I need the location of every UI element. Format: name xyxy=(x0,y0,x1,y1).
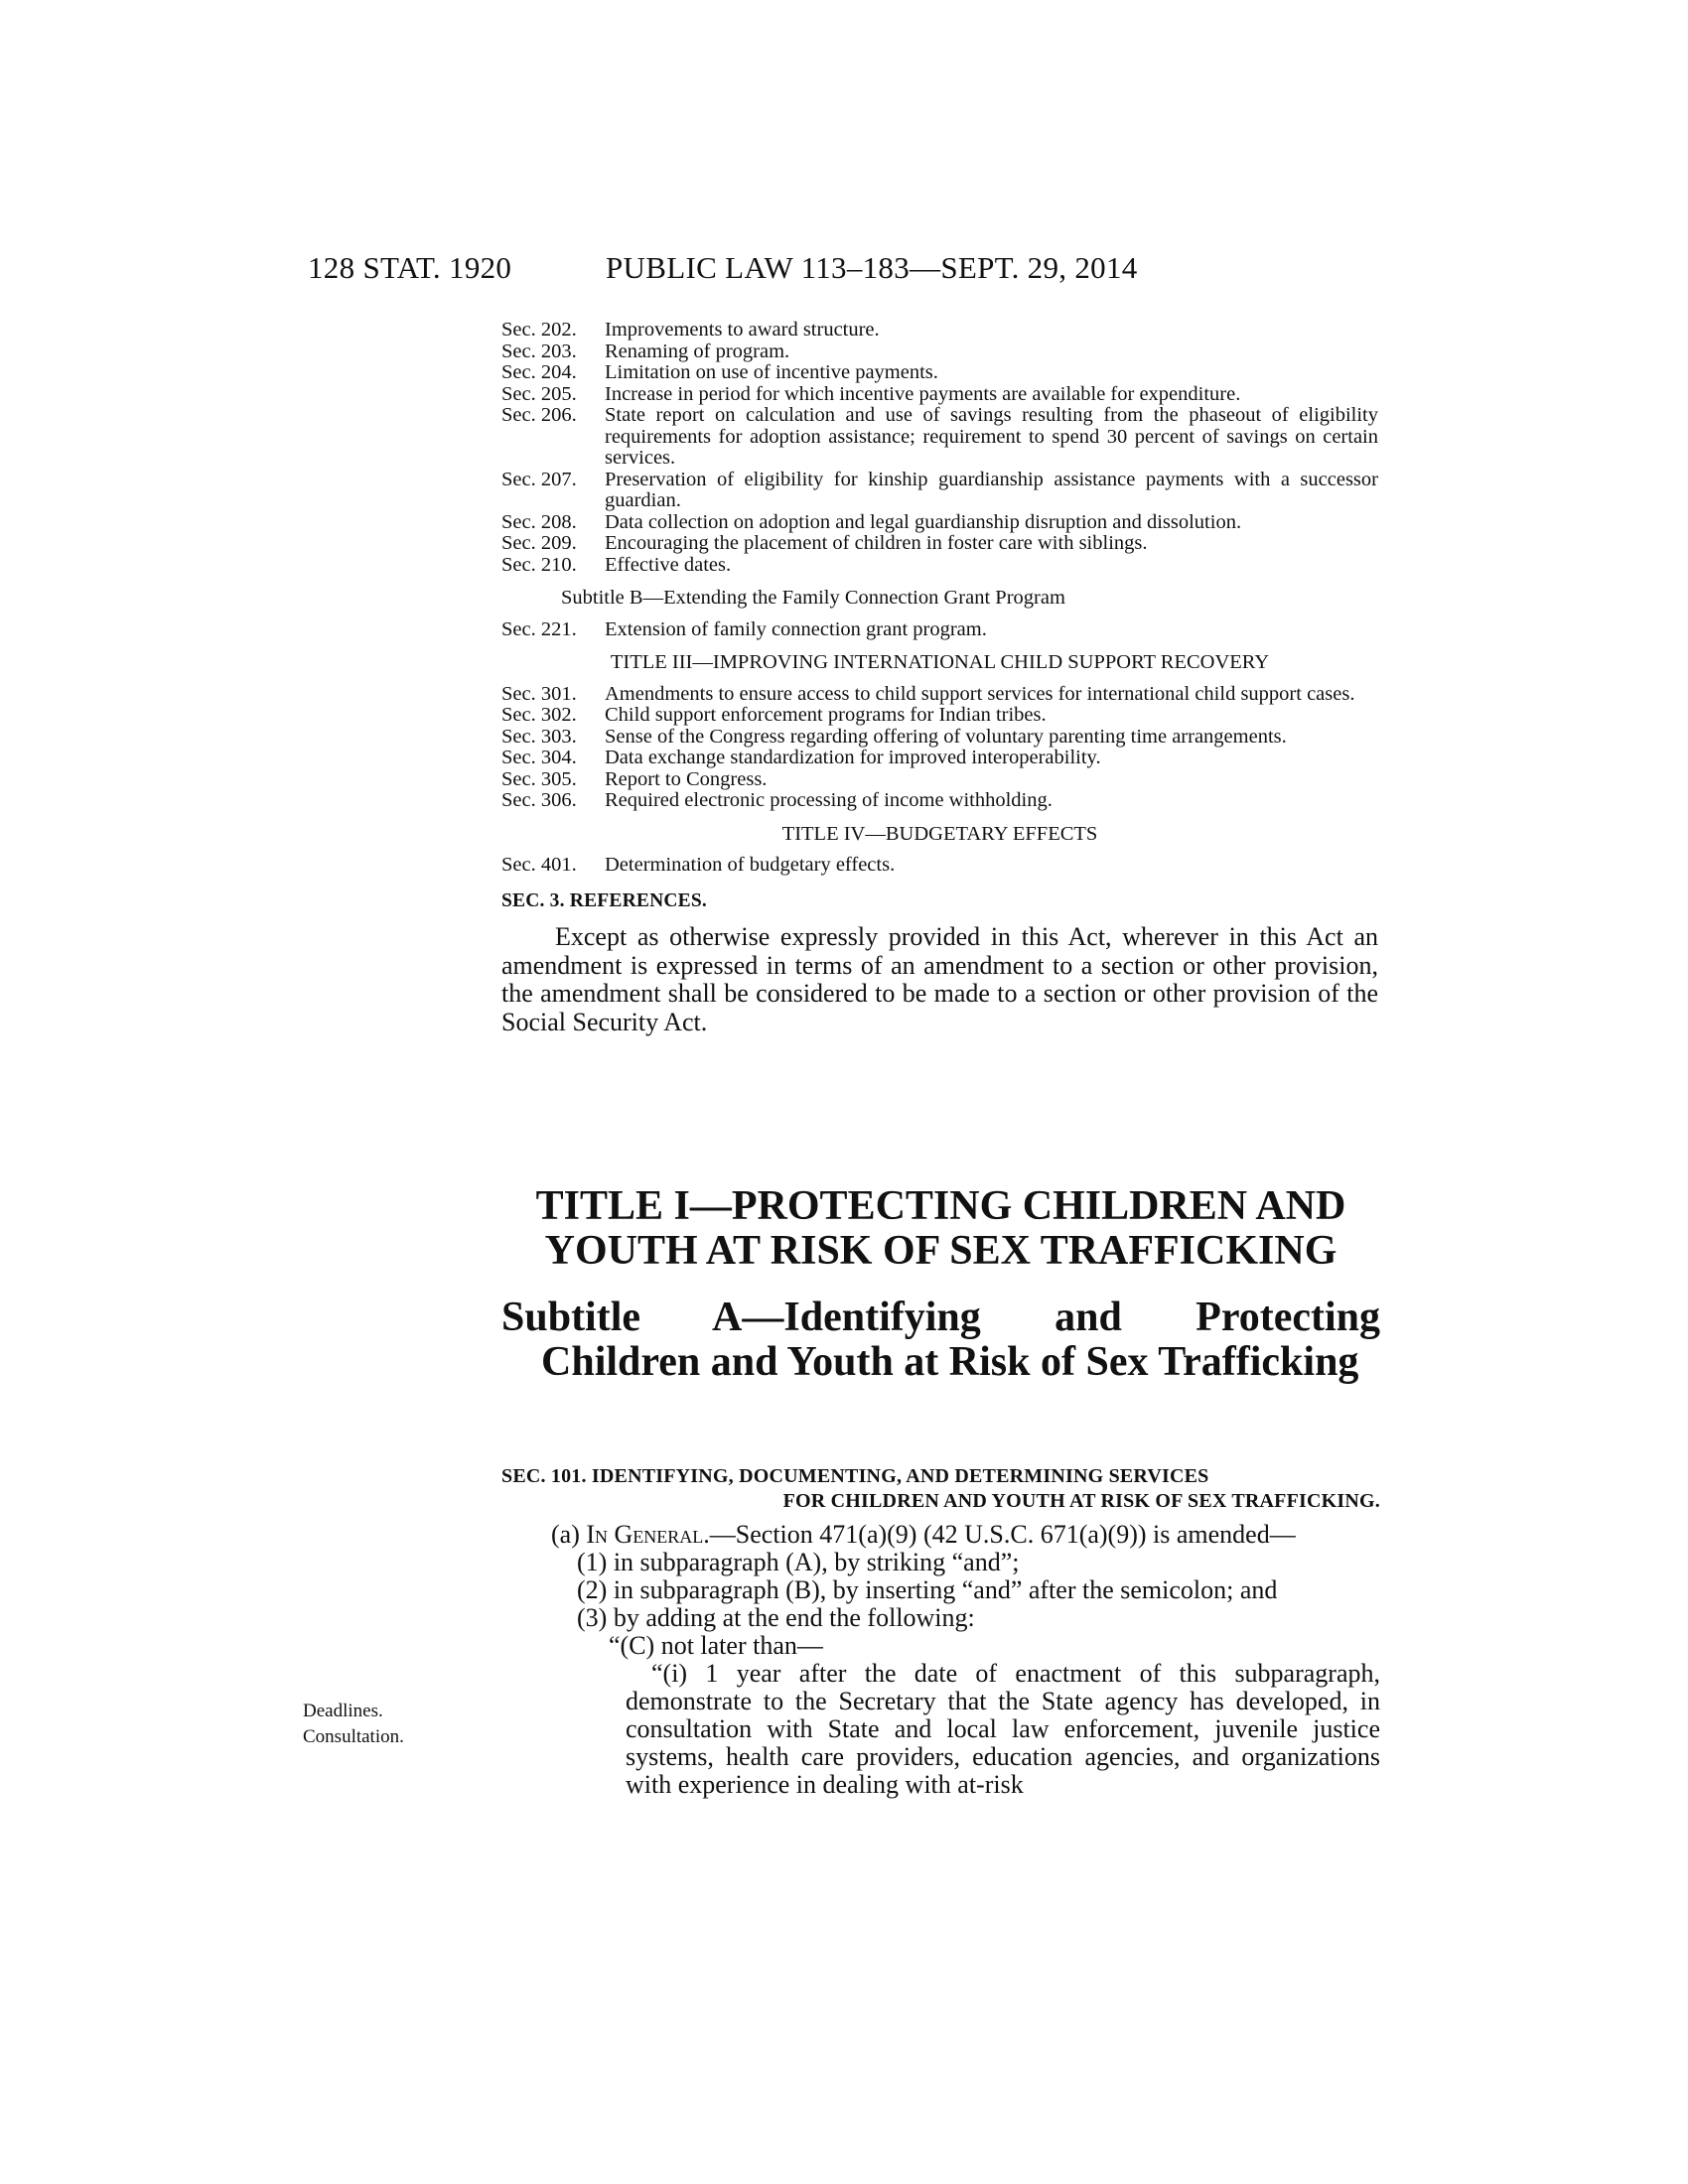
sec101-heading xyxy=(501,1464,1380,1514)
toc-entry-title: Encouraging the placement of children in foster care with siblings. xyxy=(605,532,1148,554)
toc-entry-title: Limitation on use of incentive payments. xyxy=(605,361,938,383)
toc-entry-title: Data exchange standardization for improved interoperability. xyxy=(605,747,1101,768)
sec3-heading: SEC. 3. REFERENCES. xyxy=(501,889,707,911)
toc-entry-title: Determination of budgetary effects. xyxy=(605,854,896,876)
toc-entry-title: Increase in period for which incentive payments are available for expenditure. xyxy=(605,382,1241,405)
toc-entry xyxy=(501,705,1378,727)
margin-note-deadlines: Deadlines. xyxy=(303,1701,383,1721)
title-i-heading-line1: TITLE I—PROTECTING CHILDREN AND xyxy=(535,1183,1346,1229)
toc-entry-title: Improvements to award structure. xyxy=(605,319,880,341)
toc-title-iii-list xyxy=(501,684,1378,812)
table-of-contents xyxy=(501,320,1378,1036)
toc-entry-section-number: Sec. 208. xyxy=(501,510,577,533)
toc-entry xyxy=(501,512,1378,534)
toc-entry-title: Required electronic processing of income withholding. xyxy=(605,789,1053,811)
toc-entry-section-number: Sec. 221. xyxy=(501,617,577,640)
toc-title-iv-list xyxy=(501,855,1378,877)
paragraph-3: (3) by adding at the end the following: xyxy=(577,1603,975,1632)
subtitle-a-heading xyxy=(501,1296,1380,1385)
subsection-a xyxy=(501,1521,1380,1549)
margin-note-consultation: Consultation. xyxy=(303,1726,404,1747)
sec101-heading-line2: FOR CHILDREN AND YOUTH AT RISK OF SEX TRAFFICKING. xyxy=(782,1490,1380,1512)
toc-entry-section-number: Sec. 207. xyxy=(501,468,577,490)
toc-entry xyxy=(501,790,1378,812)
sec101-heading-line1: SEC. 101. IDENTIFYING, DOCUMENTING, AND DETERMINING SERVICES xyxy=(501,1465,1209,1487)
toc-entry-section-number: Sec. 306. xyxy=(501,789,577,811)
toc-subtitle-b-list xyxy=(501,619,1378,641)
toc-entry xyxy=(501,533,1378,555)
toc-entry-title: Amendments to ensure access to child support services for international child support cases. xyxy=(605,682,1355,705)
toc-title-iii-heading: TITLE III—IMPROVING INTERNATIONAL CHILD SUPPORT RECOVERY xyxy=(610,651,1270,673)
clause-i: “(i) 1 year after the date of enactment of this subparagraph, demonstrate to the Secretary that the State agency has developed, in consultation with State and local law enforcement, juvenile justice systems, health care providers, education agencies, and organizations with experience in dealing with at-risk xyxy=(626,1659,1380,1799)
toc-entry xyxy=(501,769,1378,791)
subsection-a-caption: In General xyxy=(586,1520,704,1549)
toc-entry-section-number: Sec. 305. xyxy=(501,767,577,790)
toc-entry-section-number: Sec. 304. xyxy=(501,747,577,768)
toc-entry xyxy=(501,855,1378,877)
subtitle-a-line1: Subtitle A—Identifying and Protecting xyxy=(501,1295,1380,1340)
subsection-a-text: .—Section 471(a)(9) (42 U.S.C. 671(a)(9)) is amended— xyxy=(703,1520,1296,1549)
toc-entry xyxy=(501,320,1378,341)
sec101-body xyxy=(501,1521,1380,1799)
toc-entry-title: Data collection on adoption and legal guardianship disruption and dissolution. xyxy=(605,510,1242,533)
toc-entry-title: State report on calculation and use of savings resulting from the phaseout of eligibility requirements for adoption assistance; requirement to spend 30 percent of savings on certain services. xyxy=(605,404,1378,469)
toc-entry-title: Renaming of program. xyxy=(605,340,790,362)
toc-entry-section-number: Sec. 303. xyxy=(501,725,577,748)
toc-entry-section-number: Sec. 206. xyxy=(501,404,577,426)
subsection-a-label: (a) xyxy=(551,1520,580,1549)
toc-title-iv-heading: TITLE IV—BUDGETARY EFFECTS xyxy=(781,822,1098,845)
subparagraph-c: “(C) not later than— xyxy=(609,1631,823,1660)
running-title: PUBLIC LAW 113–183—SEPT. 29, 2014 xyxy=(606,250,1138,285)
toc-entry xyxy=(501,384,1378,406)
toc-entry-section-number: Sec. 202. xyxy=(501,319,577,341)
title-i-heading xyxy=(501,1184,1380,1274)
toc-entry xyxy=(501,619,1378,641)
toc-subtitle-b-heading: Subtitle B—Extending the Family Connection Grant Program xyxy=(561,587,1065,609)
toc-entry-section-number: Sec. 210. xyxy=(501,553,577,576)
toc-entry-section-number: Sec. 401. xyxy=(501,854,577,876)
stat-page-reference: 128 STAT. 1920 xyxy=(308,250,512,285)
toc-entry xyxy=(501,727,1378,749)
toc-entry xyxy=(501,470,1378,512)
paragraph-1: (1) in subparagraph (A), by striking “and”; xyxy=(577,1548,1020,1576)
toc-entry xyxy=(501,341,1378,363)
toc-entry xyxy=(501,405,1378,470)
toc-entry-title: Child support enforcement programs for Indian tribes. xyxy=(605,704,1047,726)
toc-title-ii-list xyxy=(501,320,1378,576)
toc-entry-title: Extension of family connection grant program. xyxy=(605,617,987,640)
subtitle-a-rest: Children and Youth at Risk of Sex Trafficking xyxy=(541,1339,1359,1385)
toc-entry xyxy=(501,684,1378,706)
toc-entry-section-number: Sec. 203. xyxy=(501,340,577,362)
toc-entry xyxy=(501,555,1378,577)
toc-entry-title: Sense of the Congress regarding offering of voluntary parenting time arrangements. xyxy=(605,725,1287,748)
toc-entry-section-number: Sec. 302. xyxy=(501,704,577,726)
toc-entry-section-number: Sec. 205. xyxy=(501,382,577,405)
toc-entry-title: Effective dates. xyxy=(605,553,732,576)
toc-entry-section-number: Sec. 301. xyxy=(501,682,577,705)
toc-entry-title: Preservation of eligibility for kinship guardianship assistance payments with a successor guardian. xyxy=(605,468,1378,511)
toc-entry-section-number: Sec. 209. xyxy=(501,532,577,554)
title-i-heading-line2: YOUTH AT RISK OF SEX TRAFFICKING xyxy=(544,1228,1337,1274)
toc-entry xyxy=(501,362,1378,384)
paragraph-2: (2) in subparagraph (B), by inserting “and” after the semicolon; and xyxy=(577,1575,1278,1604)
toc-entry xyxy=(501,748,1378,769)
sec3-body: Except as otherwise expressly provided in this Act, wherever in this Act an amendment is expressed in terms of an amendment to a section or other provision, the amendment shall be considered to be made to a section or other provision of the Social Security Act. xyxy=(501,922,1378,1036)
toc-entry-section-number: Sec. 204. xyxy=(501,361,577,383)
toc-entry-title: Report to Congress. xyxy=(605,767,768,790)
